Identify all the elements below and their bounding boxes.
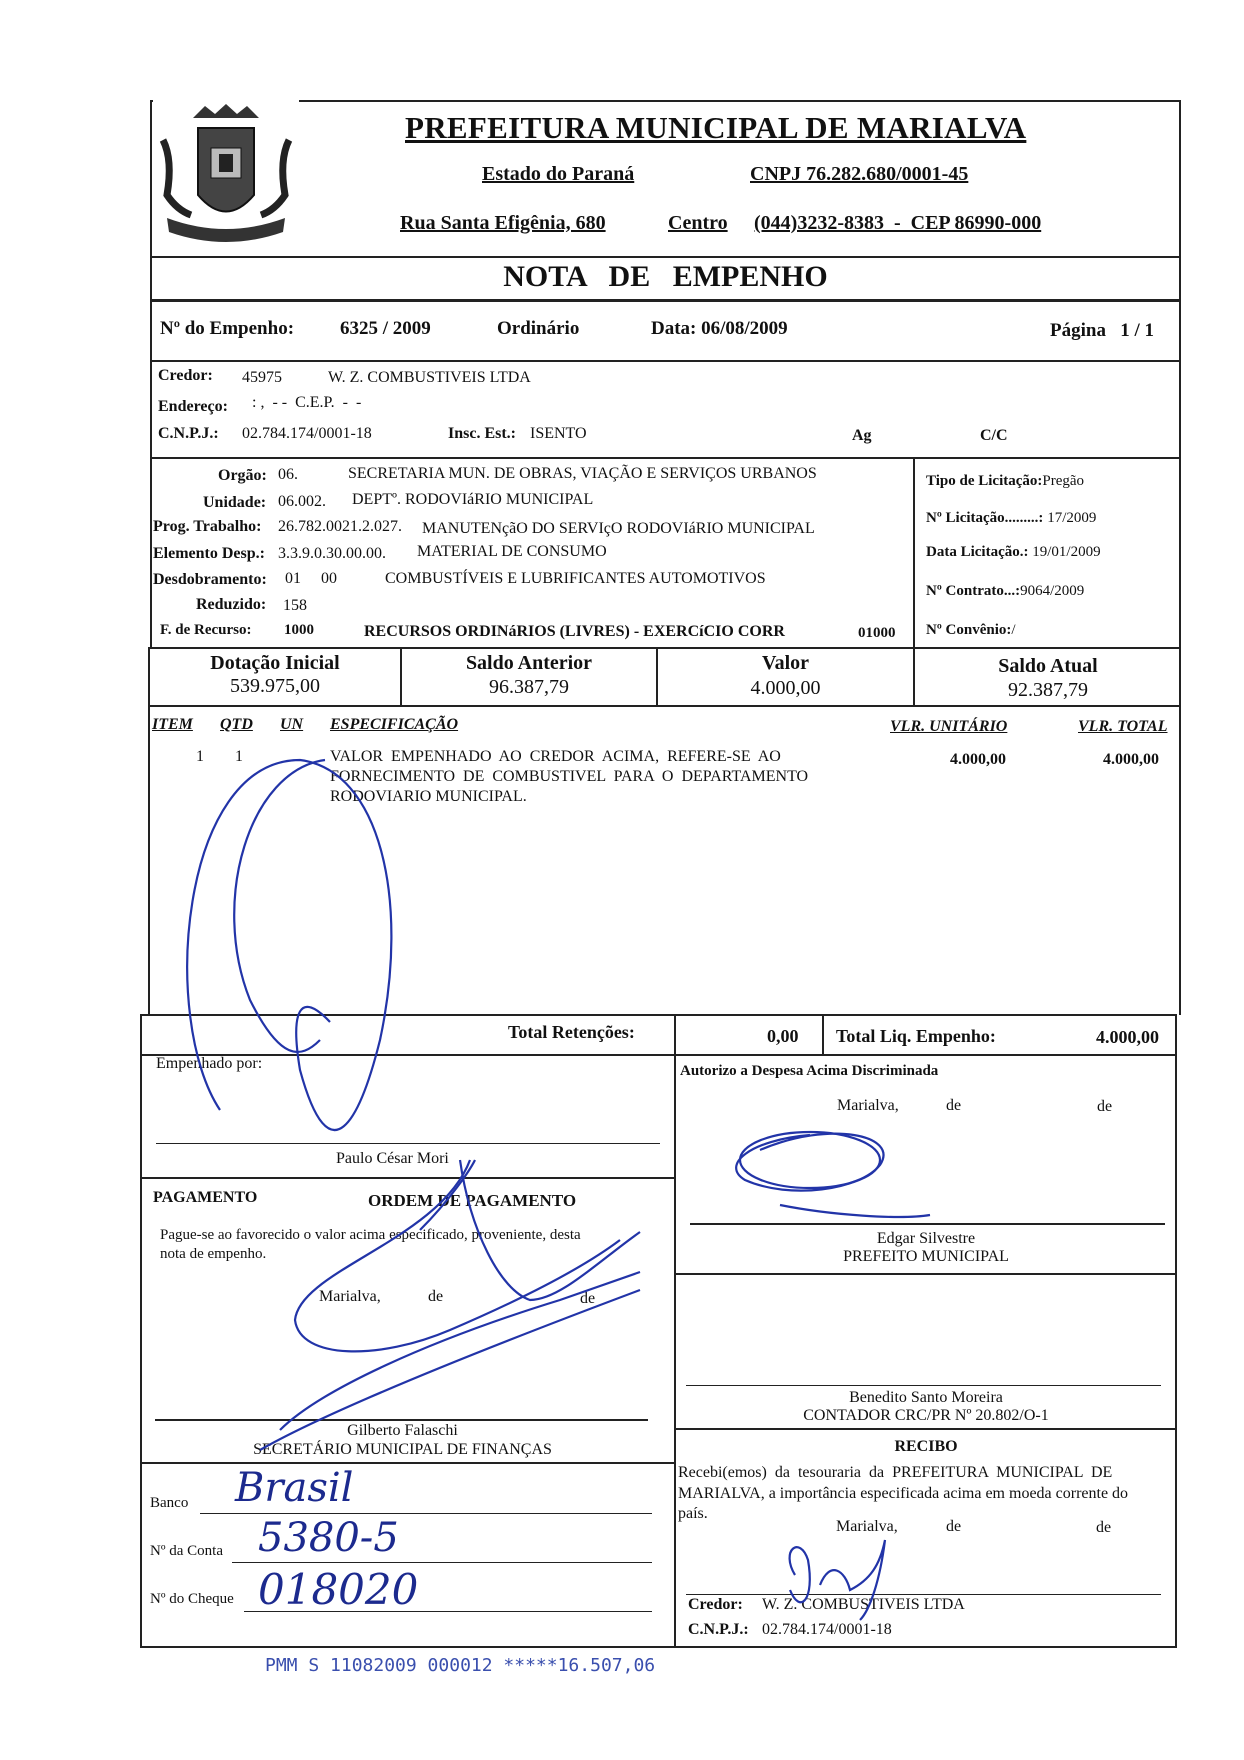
empenhado-divider — [140, 1177, 675, 1179]
contador-role: CONTADOR CRC/PR Nº 20.802/O-1 — [803, 1407, 1049, 1424]
recurso-value: RECURSOS ORDINáRIOS (LIVRES) - EXERCíCIO CORR — [364, 623, 785, 640]
row-unit: 4.000,00 — [950, 751, 1006, 768]
recibo-title: RECIBO — [894, 1438, 958, 1455]
prog-label: Prog. Trabalho: — [153, 518, 262, 535]
valor-value: 4.000,00 — [750, 677, 821, 699]
cnpj-value: 02.784.174/0001-18 — [242, 425, 372, 442]
creditor-code: 45975 — [242, 369, 282, 386]
elemento-code: 3.3.9.0.30.00.00. — [278, 545, 386, 562]
header-street: Rua Santa Efigênia, 680 — [400, 212, 606, 234]
col-total: VLR. TOTAL — [1078, 718, 1168, 735]
reduzido-label: Reduzido: — [196, 596, 267, 613]
col-item: ITEM — [152, 716, 193, 733]
pagamento-name: Gilberto Falaschi — [347, 1422, 458, 1439]
cnpj-label: C.N.P.J.: — [158, 425, 219, 442]
col-un: UN — [280, 716, 304, 733]
autorizo-name: Edgar Silvestre — [876, 1230, 976, 1247]
retencoes-label: Total Retenções: — [508, 1022, 635, 1042]
recibo-cnpj-label: C.N.P.J.: — [688, 1621, 749, 1638]
col-qtd: QTD — [220, 716, 253, 733]
col-unit: VLR. UNITÁRIO — [890, 718, 1008, 735]
licitacao-data-label: Data Licitação.: — [926, 544, 1029, 560]
contador-name: Benedito Santo Moreira — [849, 1389, 1003, 1406]
row-desc-1: VALOR EMPENHADO AO CREDOR ACIMA, REFERE-SE AO — [330, 748, 781, 765]
recurso-code: 1000 — [284, 622, 314, 638]
conta-line — [232, 1562, 652, 1563]
liquido-label: Total Liq. Empenho: — [836, 1026, 996, 1046]
desdobramento-code: 01 00 — [285, 570, 337, 587]
empenho-type: Ordinário — [497, 318, 580, 339]
recibo-sign-line — [686, 1594, 1161, 1595]
header-phone-cep: (044)3232-8383 - CEP 86990-000 — [754, 212, 1042, 234]
empenho-date: Data: 06/08/2009 — [651, 318, 788, 339]
saldo-anterior-label: Saldo Anterior — [465, 652, 593, 674]
reduzido-value: 158 — [283, 597, 307, 614]
empenhado-label: Empenhado por: — [156, 1055, 263, 1072]
recibo-de-2: de — [1096, 1519, 1112, 1536]
licitacao-contrato-value: 9064/2009 — [1020, 583, 1085, 599]
unidade-code: 06.002. — [278, 493, 326, 510]
row-item: 1 — [196, 748, 204, 765]
recibo-place: Marialva, — [836, 1518, 898, 1535]
pagamento-title: PAGAMENTO — [153, 1189, 258, 1206]
licitacao-convenio-label: Nº Convênio: — [926, 622, 1012, 638]
orgao-value: SECRETARIA MUN. DE OBRAS, VIAÇÃO E SERVIÇOS URBANOS — [348, 465, 817, 482]
header-title: PREFEITURA MUNICIPAL DE MARIALVA — [405, 110, 1027, 145]
recibo-text-2: MARIALVA, a importância especificada acima em moeda corrente do — [678, 1485, 1129, 1502]
conta-value: 5380-5 — [258, 1515, 399, 1561]
empenho-page: Página 1 / 1 — [1050, 320, 1154, 341]
licitacao-contrato-label: Nº Contrato...: — [926, 583, 1021, 599]
recibo-cnpj: 02.784.174/0001-18 — [762, 1621, 892, 1638]
recibo-credor: W. Z. COMBUSTIVEIS LTDA — [762, 1596, 965, 1613]
totals-box — [140, 1014, 1177, 1056]
recurso-label: F. de Recurso: — [160, 622, 252, 638]
elemento-label: Elemento Desp.: — [153, 545, 265, 562]
banco-line — [200, 1513, 652, 1514]
licitacao-convenio — [926, 622, 1016, 639]
autorizo-divider — [674, 1273, 1177, 1275]
licitacao-tipo-label: Tipo de Licitação: — [926, 473, 1043, 489]
row-desc-3: RODOVIARIO MUNICIPAL. — [330, 788, 527, 805]
items-left-border — [148, 705, 150, 1015]
empenhado-name: Paulo César Mori — [336, 1150, 449, 1167]
empenho-number: 6325 / 2009 — [340, 318, 431, 339]
cc-label: C/C — [980, 427, 1008, 444]
licitacao-tipo — [926, 473, 1084, 490]
payment-stamp: PMM S 11082009 000012 *****16.507,06 — [265, 1655, 656, 1676]
col-espec: ESPECIFICAÇÃO — [330, 716, 459, 733]
pagamento-de-2: de — [580, 1290, 596, 1307]
totals-divider-1 — [674, 1014, 676, 1056]
licitacao-numero — [926, 510, 1096, 527]
pagamento-text-1: Pague-se ao favorecido o valor acima especificado, proveniente, desta — [160, 1227, 581, 1243]
contador-sign-line — [686, 1385, 1161, 1386]
header-cnpj: CNPJ 76.282.680/0001-45 — [750, 163, 969, 185]
recurso-num: 01000 — [858, 625, 896, 641]
address-label: Endereço: — [158, 398, 228, 415]
creditor-label: Credor: — [158, 367, 213, 384]
ordem-pagamento-title: ORDEM DE PAGAMENTO — [368, 1191, 577, 1210]
ie-label: Insc. Est.: — [448, 425, 517, 442]
pagamento-de-1: de — [428, 1288, 444, 1305]
pagamento-sign-line — [155, 1419, 648, 1421]
prog-code: 26.782.0021.2.027. — [278, 518, 402, 535]
pagamento-place: Marialva, — [319, 1288, 381, 1305]
licitacao-contrato — [926, 583, 1084, 600]
row-desc-2: FORNECIMENTO DE COMBUSTIVEL PARA O DEPARTAMENTO — [330, 768, 809, 785]
autorizo-de-2: de — [1097, 1098, 1113, 1115]
orgao-code: 06. — [278, 466, 298, 483]
row-qtd: 1 — [235, 748, 243, 765]
licitacao-data — [926, 544, 1101, 561]
saldo-anterior-value: 96.387,79 — [489, 676, 569, 698]
header-state: Estado do Paraná — [482, 163, 635, 185]
items-right-border — [1179, 705, 1181, 1015]
saldo-atual-label: Saldo Atual — [998, 655, 1098, 677]
banco-label: Banco — [150, 1495, 189, 1511]
saldo-atual-value: 92.387,79 — [1008, 679, 1088, 701]
ie-value: ISENTO — [530, 425, 587, 442]
recibo-credor-label: Credor: — [688, 1596, 743, 1613]
pagamento-text-2: nota de empenho. — [160, 1246, 267, 1262]
autorizo-place: Marialva, — [837, 1097, 899, 1114]
liquido-value: 4.000,00 — [1096, 1027, 1159, 1047]
cheque-label: Nº do Cheque — [150, 1591, 234, 1607]
autorizo-role: PREFEITO MUNICIPAL — [843, 1248, 1009, 1265]
licitacao-numero-value: 17/2009 — [1047, 510, 1097, 526]
pagamento-role: SECRETÁRIO MUNICIPAL DE FINANÇAS — [253, 1441, 552, 1458]
unidade-value: DEPTº. RODOVIáRIO MUNICIPAL — [352, 491, 594, 508]
desdobramento-label: Desdobramento: — [153, 571, 267, 588]
address-value: : , - - C.E.P. - - — [252, 394, 362, 411]
dotacao-value: 539.975,00 — [230, 675, 320, 697]
orgao-label: Orgão: — [218, 467, 267, 484]
autorizo-sign-line — [690, 1223, 1165, 1225]
unidade-label: Unidade: — [203, 494, 267, 511]
valor-label: Valor — [761, 652, 810, 674]
empenhado-sign-line — [156, 1143, 660, 1144]
banco-value: Brasil — [235, 1465, 354, 1511]
contador-divider — [674, 1428, 1177, 1430]
header-district: Centro — [668, 212, 728, 234]
lower-divider — [674, 1054, 676, 1648]
conta-label: Nº da Conta — [150, 1543, 223, 1559]
document-title: NOTA DE EMPENHO — [503, 260, 828, 293]
totals-divider-2 — [822, 1014, 824, 1056]
autorizo-de-1: de — [946, 1097, 962, 1114]
empenho-number-label: Nº do Empenho: — [160, 318, 295, 339]
pagamento-divider — [140, 1462, 675, 1464]
retencoes-value: 0,00 — [767, 1026, 799, 1046]
autorizo-title: Autorizo a Despesa Acima Discriminada — [680, 1063, 939, 1079]
elemento-value: MATERIAL DE CONSUMO — [417, 543, 607, 560]
licitacao-tipo-value: Pregão — [1042, 473, 1085, 489]
cheque-line — [244, 1611, 652, 1612]
dotacao-label: Dotação Inicial — [210, 652, 340, 674]
budget-divider — [913, 457, 915, 649]
prog-value: MANUTENçãO DO SERVIçO RODOVIáRIO MUNICIPAL — [422, 520, 815, 537]
licitacao-numero-label: Nº Licitação.........: — [926, 510, 1044, 526]
ag-label: Ag — [852, 427, 872, 444]
creditor-name: W. Z. COMBUSTIVEIS LTDA — [328, 369, 531, 386]
cheque-value: 018020 — [258, 1565, 419, 1614]
recibo-text-3: país. — [678, 1505, 708, 1522]
recibo-de-1: de — [946, 1518, 962, 1535]
licitacao-data-value: 19/01/2009 — [1032, 544, 1101, 560]
coat-of-arms-icon — [153, 100, 299, 250]
licitacao-convenio-value: / — [1011, 622, 1016, 638]
desdobramento-value: COMBUSTÍVEIS E LUBRIFICANTES AUTOMOTIVOS — [385, 570, 766, 587]
recibo-text-1: Recebi(emos) da tesouraria da PREFEITURA MUNICIPAL DE — [678, 1464, 1113, 1481]
row-total: 4.000,00 — [1103, 751, 1159, 768]
